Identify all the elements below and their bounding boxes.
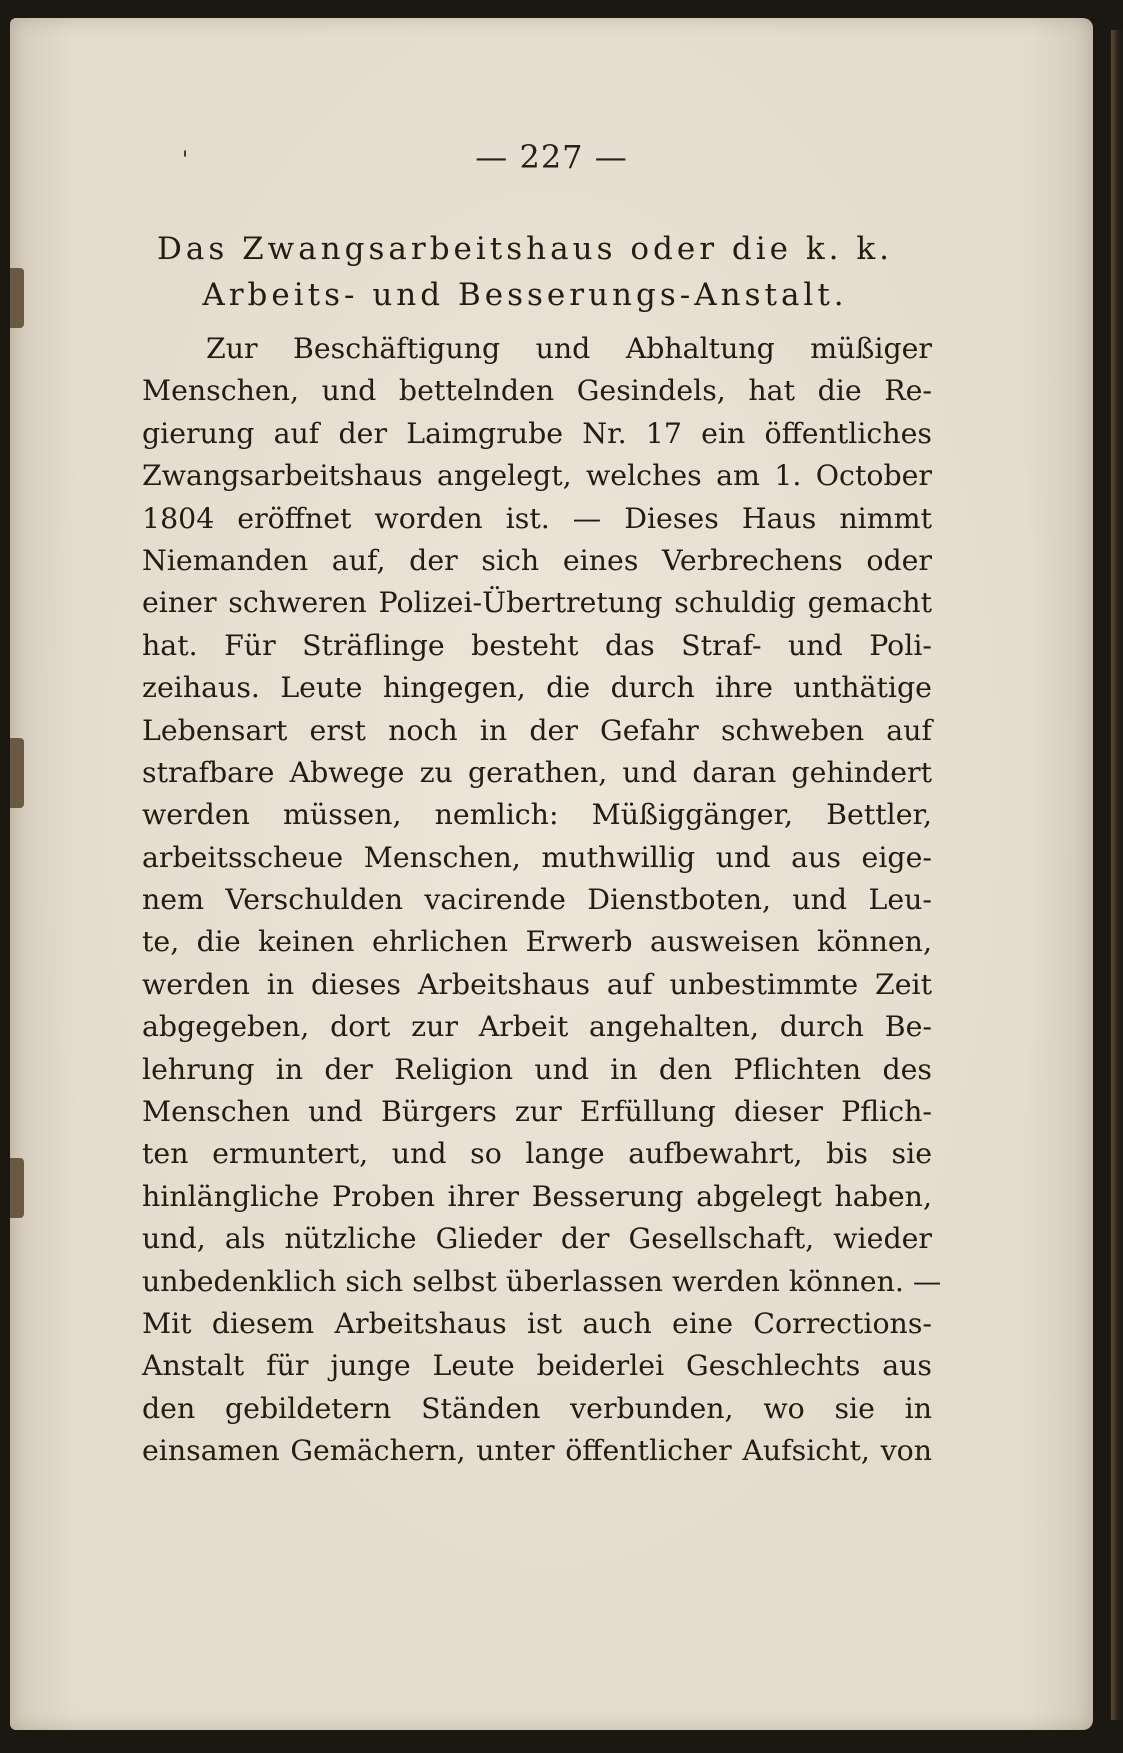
binding-thread-mark bbox=[10, 738, 24, 808]
text-line: Zur Beschäftigung und Abhaltung müßiger bbox=[206, 332, 932, 365]
text-line: hinlängliche Proben ihrer Besserung abgelegt haben, bbox=[142, 1179, 932, 1213]
text-line: Zwangsarbeitshaus angelegt, welches am 1. October bbox=[142, 459, 932, 493]
text-line: einer schweren Polizei-Übertretung schuldig gemacht bbox=[142, 586, 932, 620]
text-line: zeihaus. Leute hingegen, die durch ihre unthätige bbox=[142, 671, 932, 705]
text-line: 1804 eröffnet worden ist. — Dieses Haus nimmt bbox=[142, 501, 932, 535]
text-line: ten ermuntert, und so lange aufbewahrt, bis sie bbox=[142, 1137, 932, 1171]
text-line: hat. Für Sträflinge besteht das Straf- und Poli- bbox=[142, 628, 932, 662]
text-line: einsamen Gemächern, unter öffentlicher Aufsicht, von bbox=[142, 1434, 932, 1468]
binding-thread-mark bbox=[10, 1158, 24, 1218]
chapter-heading bbox=[130, 226, 920, 318]
body-text bbox=[142, 328, 942, 1473]
chapter-heading-line: Arbeits- und Besserungs-Anstalt. bbox=[202, 277, 848, 313]
text-line: strafbare Abwege zu gerathen, und daran gehindert bbox=[142, 755, 932, 789]
text-line: werden müssen, nemlich: Müßiggänger, Bettler, bbox=[142, 798, 932, 832]
text-line: und, als nützliche Glieder der Gesellschaft, wieder bbox=[142, 1222, 932, 1256]
page-number: — 227 — bbox=[475, 138, 628, 176]
printer-mark: ' bbox=[182, 148, 189, 173]
text-line: Mit diesem Arbeitshaus ist auch eine Corrections- bbox=[142, 1306, 932, 1340]
text-line: arbeitsscheue Menschen, muthwillig und aus eige- bbox=[142, 840, 932, 874]
text-line: Anstalt für junge Leute beiderlei Geschlechts aus bbox=[142, 1349, 932, 1383]
text-line: den gebildetern Ständen verbunden, wo sie in bbox=[142, 1391, 932, 1425]
binding-thread-mark bbox=[10, 268, 24, 328]
text-line: Menschen und Bürgers zur Erfüllung dieser Pflich- bbox=[142, 1095, 932, 1129]
text-line: Niemanden auf, der sich eines Verbrechens oder bbox=[142, 543, 932, 577]
text-line: Menschen, und bettelnden Gesindels, hat die Re- bbox=[142, 374, 932, 408]
text-line: gierung auf der Laimgrube Nr. 17 ein öffentliches bbox=[142, 416, 932, 450]
text-line: werden in dieses Arbeitshaus auf unbestimmte Zeit bbox=[142, 967, 932, 1001]
text-line: abgegeben, dort zur Arbeit angehalten, durch Be- bbox=[142, 1010, 932, 1044]
book-edge bbox=[1111, 30, 1123, 1720]
book-page bbox=[10, 18, 1093, 1730]
text-line: nem Verschulden vacirende Dienstboten, und Leu- bbox=[142, 883, 932, 917]
chapter-heading-line: Das Zwangsarbeitshaus oder die k. k. bbox=[157, 231, 893, 267]
text-line: lehrung in der Religion und in den Pflichten des bbox=[142, 1052, 932, 1086]
text-line: te, die keinen ehrlichen Erwerb ausweisen können, bbox=[142, 925, 932, 959]
text-line: Lebensart erst noch in der Gefahr schweben auf bbox=[142, 713, 932, 747]
text-line: unbedenklich sich selbst überlassen werden können. — bbox=[142, 1264, 942, 1298]
